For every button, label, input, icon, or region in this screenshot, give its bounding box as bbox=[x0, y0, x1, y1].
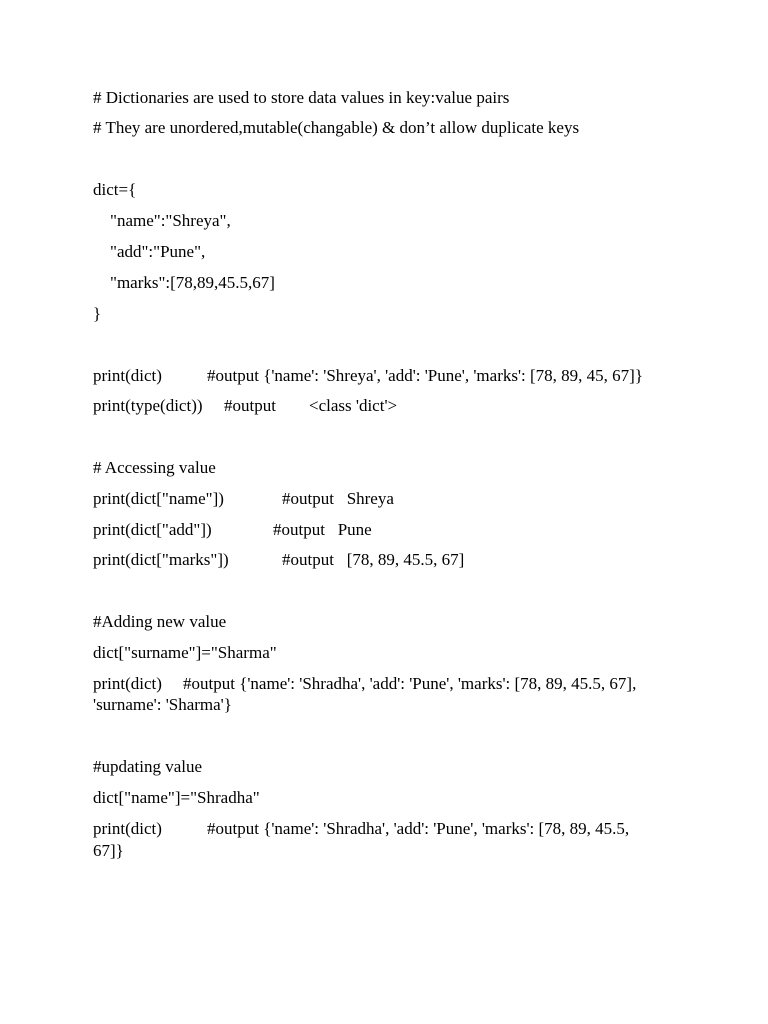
comment-line-2: # They are unordered,mutable(changable) & don’t allow duplicate keys bbox=[93, 118, 580, 137]
output-print-dict-3-cont: 67]} bbox=[93, 841, 124, 860]
code-access-name: print(dict["name"]) bbox=[93, 489, 224, 508]
output-access-marks: #output [78, 89, 45.5, 67] bbox=[282, 550, 465, 569]
output-print-type-value: <class 'dict'> bbox=[309, 396, 398, 415]
output-print-dict-2-cont: 'surname': 'Sharma'} bbox=[93, 695, 232, 714]
code-print-dict-2: print(dict) bbox=[93, 674, 162, 693]
output-print-dict-2: #output {'name': 'Shradha', 'add': 'Pune', 'marks': [78, 89, 45.5, 67], bbox=[183, 674, 637, 693]
code-dict-marks: "marks":[78,89,45.5,67] bbox=[110, 273, 275, 292]
code-print-dict: print(dict) bbox=[93, 366, 162, 385]
comment-updating: #updating value bbox=[93, 757, 203, 776]
output-access-name: #output Shreya bbox=[282, 489, 394, 508]
output-print-type-label: #output bbox=[224, 396, 276, 415]
output-access-add: #output Pune bbox=[273, 520, 372, 539]
output-print-dict-3: #output {'name': 'Shradha', 'add': 'Pune', 'marks': [78, 89, 45.5, bbox=[207, 819, 630, 838]
code-access-add: print(dict["add"]) bbox=[93, 520, 212, 539]
code-print-dict-3: print(dict) bbox=[93, 819, 162, 838]
code-dict-name: "name":"Shreya", bbox=[110, 211, 231, 230]
code-print-type: print(type(dict)) bbox=[93, 396, 203, 415]
code-dict-open: dict={ bbox=[93, 180, 137, 199]
code-dict-add: "add":"Pune", bbox=[110, 242, 206, 261]
code-access-marks: print(dict["marks"]) bbox=[93, 550, 229, 569]
code-dict-close: } bbox=[93, 304, 102, 323]
comment-accessing: # Accessing value bbox=[93, 458, 216, 477]
comment-adding: #Adding new value bbox=[93, 612, 227, 631]
code-add-surname: dict["surname"]="Sharma" bbox=[93, 643, 277, 662]
comment-line-1: # Dictionaries are used to store data values in key:value pairs bbox=[93, 88, 510, 107]
output-print-dict: #output {'name': 'Shreya', 'add': 'Pune', 'marks': [78, 89, 45, 67]} bbox=[207, 366, 643, 385]
code-update-name: dict["name"]="Shradha" bbox=[93, 788, 260, 807]
